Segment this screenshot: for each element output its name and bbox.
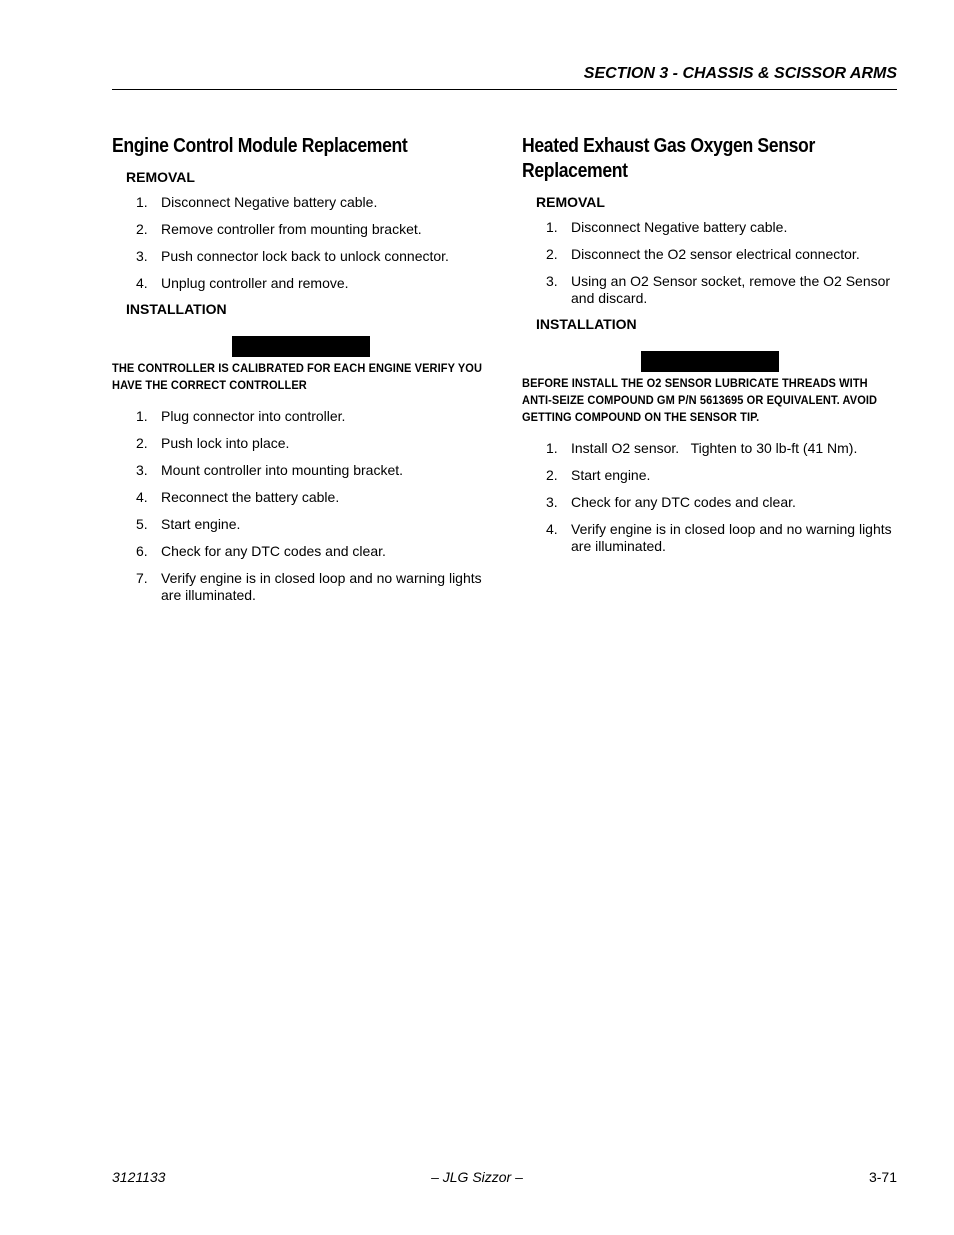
list-item: 2. Remove controller from mounting bracket. (136, 221, 422, 237)
section-heading-ecm: Engine Control Module Replacement (112, 135, 408, 157)
header-divider (112, 89, 897, 90)
list-item: 2. Start engine. (546, 467, 651, 483)
list-item: 3. Push connector lock back to unlock connector. (136, 248, 449, 264)
removal-steps-list (522, 219, 898, 307)
caution-banner (232, 336, 370, 357)
list-item: 5. Start engine. (136, 516, 241, 532)
list-item: 3. Check for any DTC codes and clear. (546, 494, 796, 510)
list-item: 1. Install O2 sensor. Tighten to 30 lb-ft (41 Nm). (546, 440, 858, 456)
removal-heading: REMOVAL (126, 169, 195, 185)
list-item: 4. Verify engine is in closed loop and no warning lights are illuminated. (546, 521, 892, 554)
list-item: 1. Disconnect Negative battery cable. (136, 194, 378, 210)
list-item: 4. Unplug controller and remove. (136, 275, 349, 291)
installation-steps-list (112, 408, 489, 604)
installation-steps-list (522, 440, 898, 555)
list-item: 2. Disconnect the O2 sensor electrical connector. (546, 246, 860, 262)
list-item: 6. Check for any DTC codes and clear. (136, 543, 386, 559)
footer-center-title: – JLG Sizzor – (431, 1169, 523, 1185)
left-column (112, 133, 489, 604)
list-item: 7. Verify engine is in closed loop and no warning lights are illuminated. (136, 570, 482, 603)
section-heading-heated-exhaust-line2: Replacement (522, 160, 628, 182)
section-title: SECTION 3 - CHASSIS & SCISSOR ARMS (583, 65, 897, 82)
list-item: 1. Plug connector into controller. (136, 408, 346, 424)
list-item: 2. Push lock into place. (136, 435, 290, 451)
removal-heading: REMOVAL (536, 194, 605, 210)
installation-heading: INSTALLATION (536, 316, 637, 332)
list-item: 4. Reconnect the battery cable. (136, 489, 340, 505)
footer-page-number: 3-71 (868, 1169, 897, 1185)
removal-steps-list (112, 194, 489, 292)
section-heading-heated-exhaust-line1: Heated Exhaust Gas Oxygen Sensor (522, 135, 815, 157)
list-item: 3. Using an O2 Sensor socket, remove the O2 Sensor and discard. (546, 273, 891, 306)
list-item: 3. Mount controller into mounting bracket. (136, 462, 404, 478)
caution-banner (641, 351, 779, 372)
caution-text: BEFORE INSTALL THE O2 SENSOR LUBRICATE THREADS WITH ANTI-SEIZE COMPOUND GM P/N 5613695 OR EQUIVALENT. AVOID GETTING COMPOUND ON THE SENSOR TIP. (522, 376, 878, 424)
list-item: 1. Disconnect Negative battery cable. (546, 219, 788, 235)
footer-doc-number: 3121133 (112, 1169, 166, 1185)
installation-heading: INSTALLATION (126, 301, 227, 317)
right-column (522, 133, 898, 555)
caution-text: THE CONTROLLER IS CALIBRATED FOR EACH ENGINE VERIFY YOU HAVE THE CORRECT CONTROLLER (112, 361, 483, 392)
